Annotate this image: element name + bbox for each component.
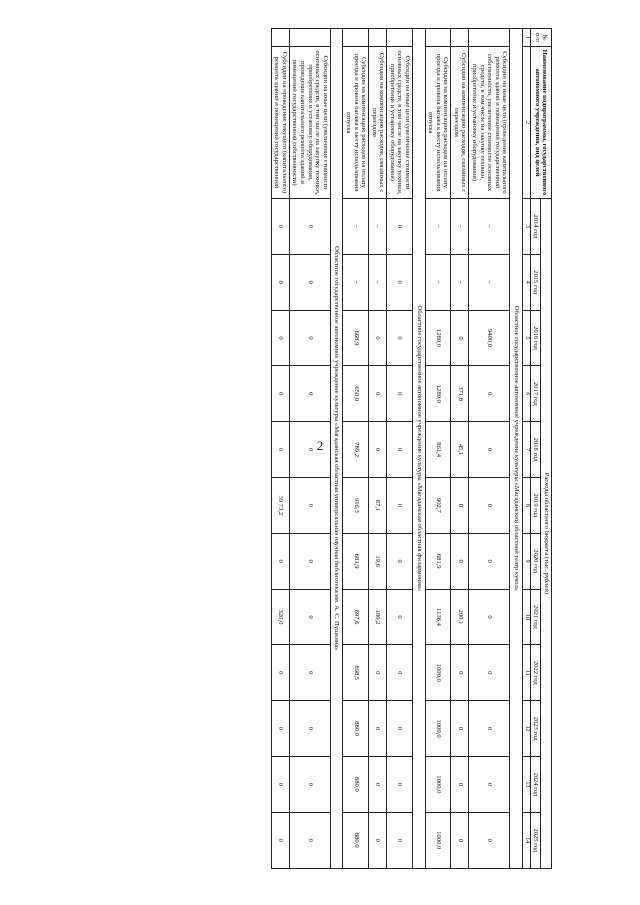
table-row <box>289 29 330 869</box>
value-cell: - <box>425 199 451 255</box>
value-cell: 0 <box>271 422 289 478</box>
value-cell: 200,1 <box>451 589 469 645</box>
value-cell: 0 <box>271 756 289 812</box>
column-index: 2 <box>522 47 530 199</box>
value-cell: - <box>343 199 369 255</box>
value-cell: 0 <box>289 756 330 812</box>
value-cell: 1280,0 <box>425 310 451 366</box>
column-index: 4 <box>522 254 530 310</box>
year-header: 2019 год <box>530 477 541 533</box>
rotated-table-container <box>114 28 552 868</box>
value-cell: - <box>469 254 510 310</box>
value-cell: 668,9 <box>343 310 369 366</box>
value-cell: 0 <box>387 254 413 310</box>
value-cell: 861,4 <box>425 422 451 478</box>
value-cell: 902,7 <box>425 477 451 533</box>
column-index: 6 <box>522 366 530 422</box>
value-cell: 0 <box>387 199 413 255</box>
value-cell: 0 <box>369 812 387 868</box>
row-number-cell <box>451 29 469 47</box>
value-cell: 0 <box>469 422 510 478</box>
value-cell: - <box>369 254 387 310</box>
value-cell: 0 <box>387 477 413 533</box>
value-cell: 0 <box>289 310 330 366</box>
year-header: 2022 год <box>530 645 541 701</box>
page-number: 2 <box>316 438 324 453</box>
value-cell: 880,0 <box>343 756 369 812</box>
value-cell: 0 <box>271 310 289 366</box>
value-cell: 0 <box>387 701 413 757</box>
row-name: Субсидии на компенсацию расходов, связанных с переездом <box>369 47 387 199</box>
value-cell: 0 <box>469 812 510 868</box>
section-title: Областное государственное автономное учреждение культуры «Магаданская областная филармония» <box>413 29 426 869</box>
row-number-cell <box>425 29 451 47</box>
row-name: Субсидии на компенсацию расходов на оплату проезда и провоза багажа к месту использования отпуска <box>425 47 451 199</box>
value-cell: 0 <box>469 756 510 812</box>
value-cell: 320,0 <box>271 589 289 645</box>
year-header: 2018 год <box>530 422 541 478</box>
budget-table <box>271 28 552 869</box>
column-index: 3 <box>522 199 530 255</box>
year-header: 2016 год <box>530 310 541 366</box>
value-cell: 0 <box>271 366 289 422</box>
value-cell: 0 <box>271 254 289 310</box>
value-cell: 9400,0 <box>469 310 510 366</box>
table-row <box>369 29 387 869</box>
value-cell: 0 <box>289 645 330 701</box>
value-cell: 681,9 <box>343 533 369 589</box>
column-index: 5 <box>522 310 530 366</box>
column-index: 11 <box>522 645 530 701</box>
section-title: Областное государственное автономное учреждение культуры «Магаданская областная универсальная научная библиотека им. А. С. Пушкина» <box>330 29 343 869</box>
column-index: 10 <box>522 589 530 645</box>
year-header: 2015 год <box>530 254 541 310</box>
value-cell: 0 <box>289 533 330 589</box>
value-cell: 0 <box>369 701 387 757</box>
value-cell: 0 <box>271 533 289 589</box>
value-cell: 697,6 <box>343 589 369 645</box>
value-cell: 371,8 <box>451 366 469 422</box>
row-number-cell <box>469 29 510 47</box>
section-title: Областное государственное автономное учреждение культуры «Магаданский областной театр кукол» <box>510 29 523 869</box>
row-number-cell <box>343 29 369 47</box>
value-cell: 0 <box>469 589 510 645</box>
value-cell: - <box>343 254 369 310</box>
row-name: Субсидии на иные цели (увеличение стоимости основных средств, в том числе на закупку техники, приобретение и установку оборудования) <box>387 47 413 199</box>
year-header: 2023 год <box>530 701 541 757</box>
row-number-cell <box>369 29 387 47</box>
value-cell: 0 <box>289 199 330 255</box>
value-cell: 0 <box>289 422 330 478</box>
value-cell: 0 <box>387 422 413 478</box>
value-cell: 0 <box>451 477 469 533</box>
section-row <box>413 29 426 869</box>
value-cell: - <box>369 199 387 255</box>
value-cell: 0 <box>387 756 413 812</box>
value-cell: 87,1 <box>369 477 387 533</box>
year-header: 2021 год <box>530 589 541 645</box>
value-cell: 0 <box>387 366 413 422</box>
value-cell: - <box>451 254 469 310</box>
value-cell: 0 <box>369 366 387 422</box>
value-cell: 650,0 <box>343 366 369 422</box>
table-row <box>451 29 469 869</box>
value-cell: 0 <box>271 645 289 701</box>
row-name: Субсидии на проведение текущего (капитального) ремонта зданий и помещений государственной <box>271 47 289 199</box>
value-cell: 898,5 <box>343 645 369 701</box>
section-row <box>330 29 343 869</box>
value-cell: 0 <box>387 812 413 868</box>
value-cell: 0 <box>469 701 510 757</box>
section-row <box>510 29 523 869</box>
value-cell: 1000,0 <box>425 645 451 701</box>
value-cell: 0 <box>469 533 510 589</box>
row-name: Субсидии на иные цели (увеличение стоимости основных средств, в том числе на закупку техники, приобретение и установку оборудования, проведение капитального ремонта зданий и помещений государственной собственности) <box>289 47 330 199</box>
row-number-cell <box>387 29 413 47</box>
value-cell: 0 <box>451 701 469 757</box>
table-row <box>387 29 413 869</box>
header-num: № п/п <box>530 29 551 47</box>
value-cell: 0 <box>289 366 330 422</box>
column-index: 12 <box>522 701 530 757</box>
value-cell: 681,9 <box>425 533 451 589</box>
value-cell: 19,6 <box>369 533 387 589</box>
value-cell: - <box>451 199 469 255</box>
value-cell: 0 <box>369 756 387 812</box>
value-cell: 0 <box>271 199 289 255</box>
year-header: 2017 год <box>530 366 541 422</box>
value-cell: 1136,4 <box>425 589 451 645</box>
table-body <box>271 29 522 869</box>
value-cell: 0 <box>271 701 289 757</box>
value-cell: 0 <box>289 477 330 533</box>
value-cell: 0 <box>469 645 510 701</box>
column-index: 1 <box>522 29 530 47</box>
table-row <box>425 29 451 869</box>
table-row <box>469 29 510 869</box>
value-cell: - <box>425 254 451 310</box>
value-cell: 789,2 <box>343 422 369 478</box>
column-index: 9 <box>522 533 530 589</box>
value-cell: 0 <box>289 812 330 868</box>
value-cell: 0 <box>289 589 330 645</box>
value-cell: 186,2 <box>369 589 387 645</box>
value-cell: 0 <box>387 533 413 589</box>
value-cell: 0 <box>289 254 330 310</box>
value-cell: 39 73,2 <box>271 477 289 533</box>
year-header: 2020 год <box>530 533 541 589</box>
value-cell: 45,1 <box>451 422 469 478</box>
column-index: 7 <box>522 422 530 478</box>
row-name: Субсидии на компенсацию расходов на оплату проезда и провоза багажа к месту использования отпуска <box>343 47 369 199</box>
value-cell: 0 <box>451 310 469 366</box>
value-cell: 0 <box>387 589 413 645</box>
value-cell: 0 <box>469 366 510 422</box>
value-cell: 1000,0 <box>425 756 451 812</box>
value-cell: 880,0 <box>343 701 369 757</box>
row-name: Субсидии на компенсацию расходов, связанных с переездом <box>451 47 469 199</box>
column-index: 8 <box>522 477 530 533</box>
year-header: 2025 год <box>530 812 541 868</box>
row-name: Субсидии на иные цели (проведение капитального ремонта зданий и помещений государственной собственности, увеличение стоимости основных средств, в том числе на закупку техники, приобретение и установку оборудования) <box>469 47 510 199</box>
value-cell: 1280,0 <box>425 366 451 422</box>
value-cell: 0 <box>369 422 387 478</box>
value-cell: 0 <box>451 533 469 589</box>
value-cell: 0 <box>369 645 387 701</box>
value-cell: 880,0 <box>343 812 369 868</box>
header-name: Наименование подпрограммы, государственного автономного учреждения, вид целей <box>530 47 551 199</box>
column-index: 13 <box>522 756 530 812</box>
value-cell: 0 <box>387 645 413 701</box>
table-row <box>343 29 369 869</box>
column-index: 14 <box>522 812 530 868</box>
index-row <box>522 29 530 869</box>
year-header: 2014 год <box>530 199 541 255</box>
row-number-cell <box>289 29 330 47</box>
table-row <box>271 29 289 869</box>
value-cell: 916,3 <box>343 477 369 533</box>
value-cell: 1000,0 <box>425 701 451 757</box>
value-cell: - <box>469 199 510 255</box>
value-cell: 0 <box>369 310 387 366</box>
value-cell: 0 <box>451 645 469 701</box>
value-cell: 0 <box>289 701 330 757</box>
row-number-cell <box>271 29 289 47</box>
value-cell: 1000,0 <box>425 812 451 868</box>
value-cell: 0 <box>387 310 413 366</box>
value-cell: 0 <box>271 812 289 868</box>
header-budget: Расходы областного бюджета (тыс. рублей) <box>541 199 552 869</box>
value-cell: 0 <box>469 477 510 533</box>
year-header: 2024 год <box>530 756 541 812</box>
value-cell: 0 <box>451 756 469 812</box>
value-cell: 0 <box>451 812 469 868</box>
